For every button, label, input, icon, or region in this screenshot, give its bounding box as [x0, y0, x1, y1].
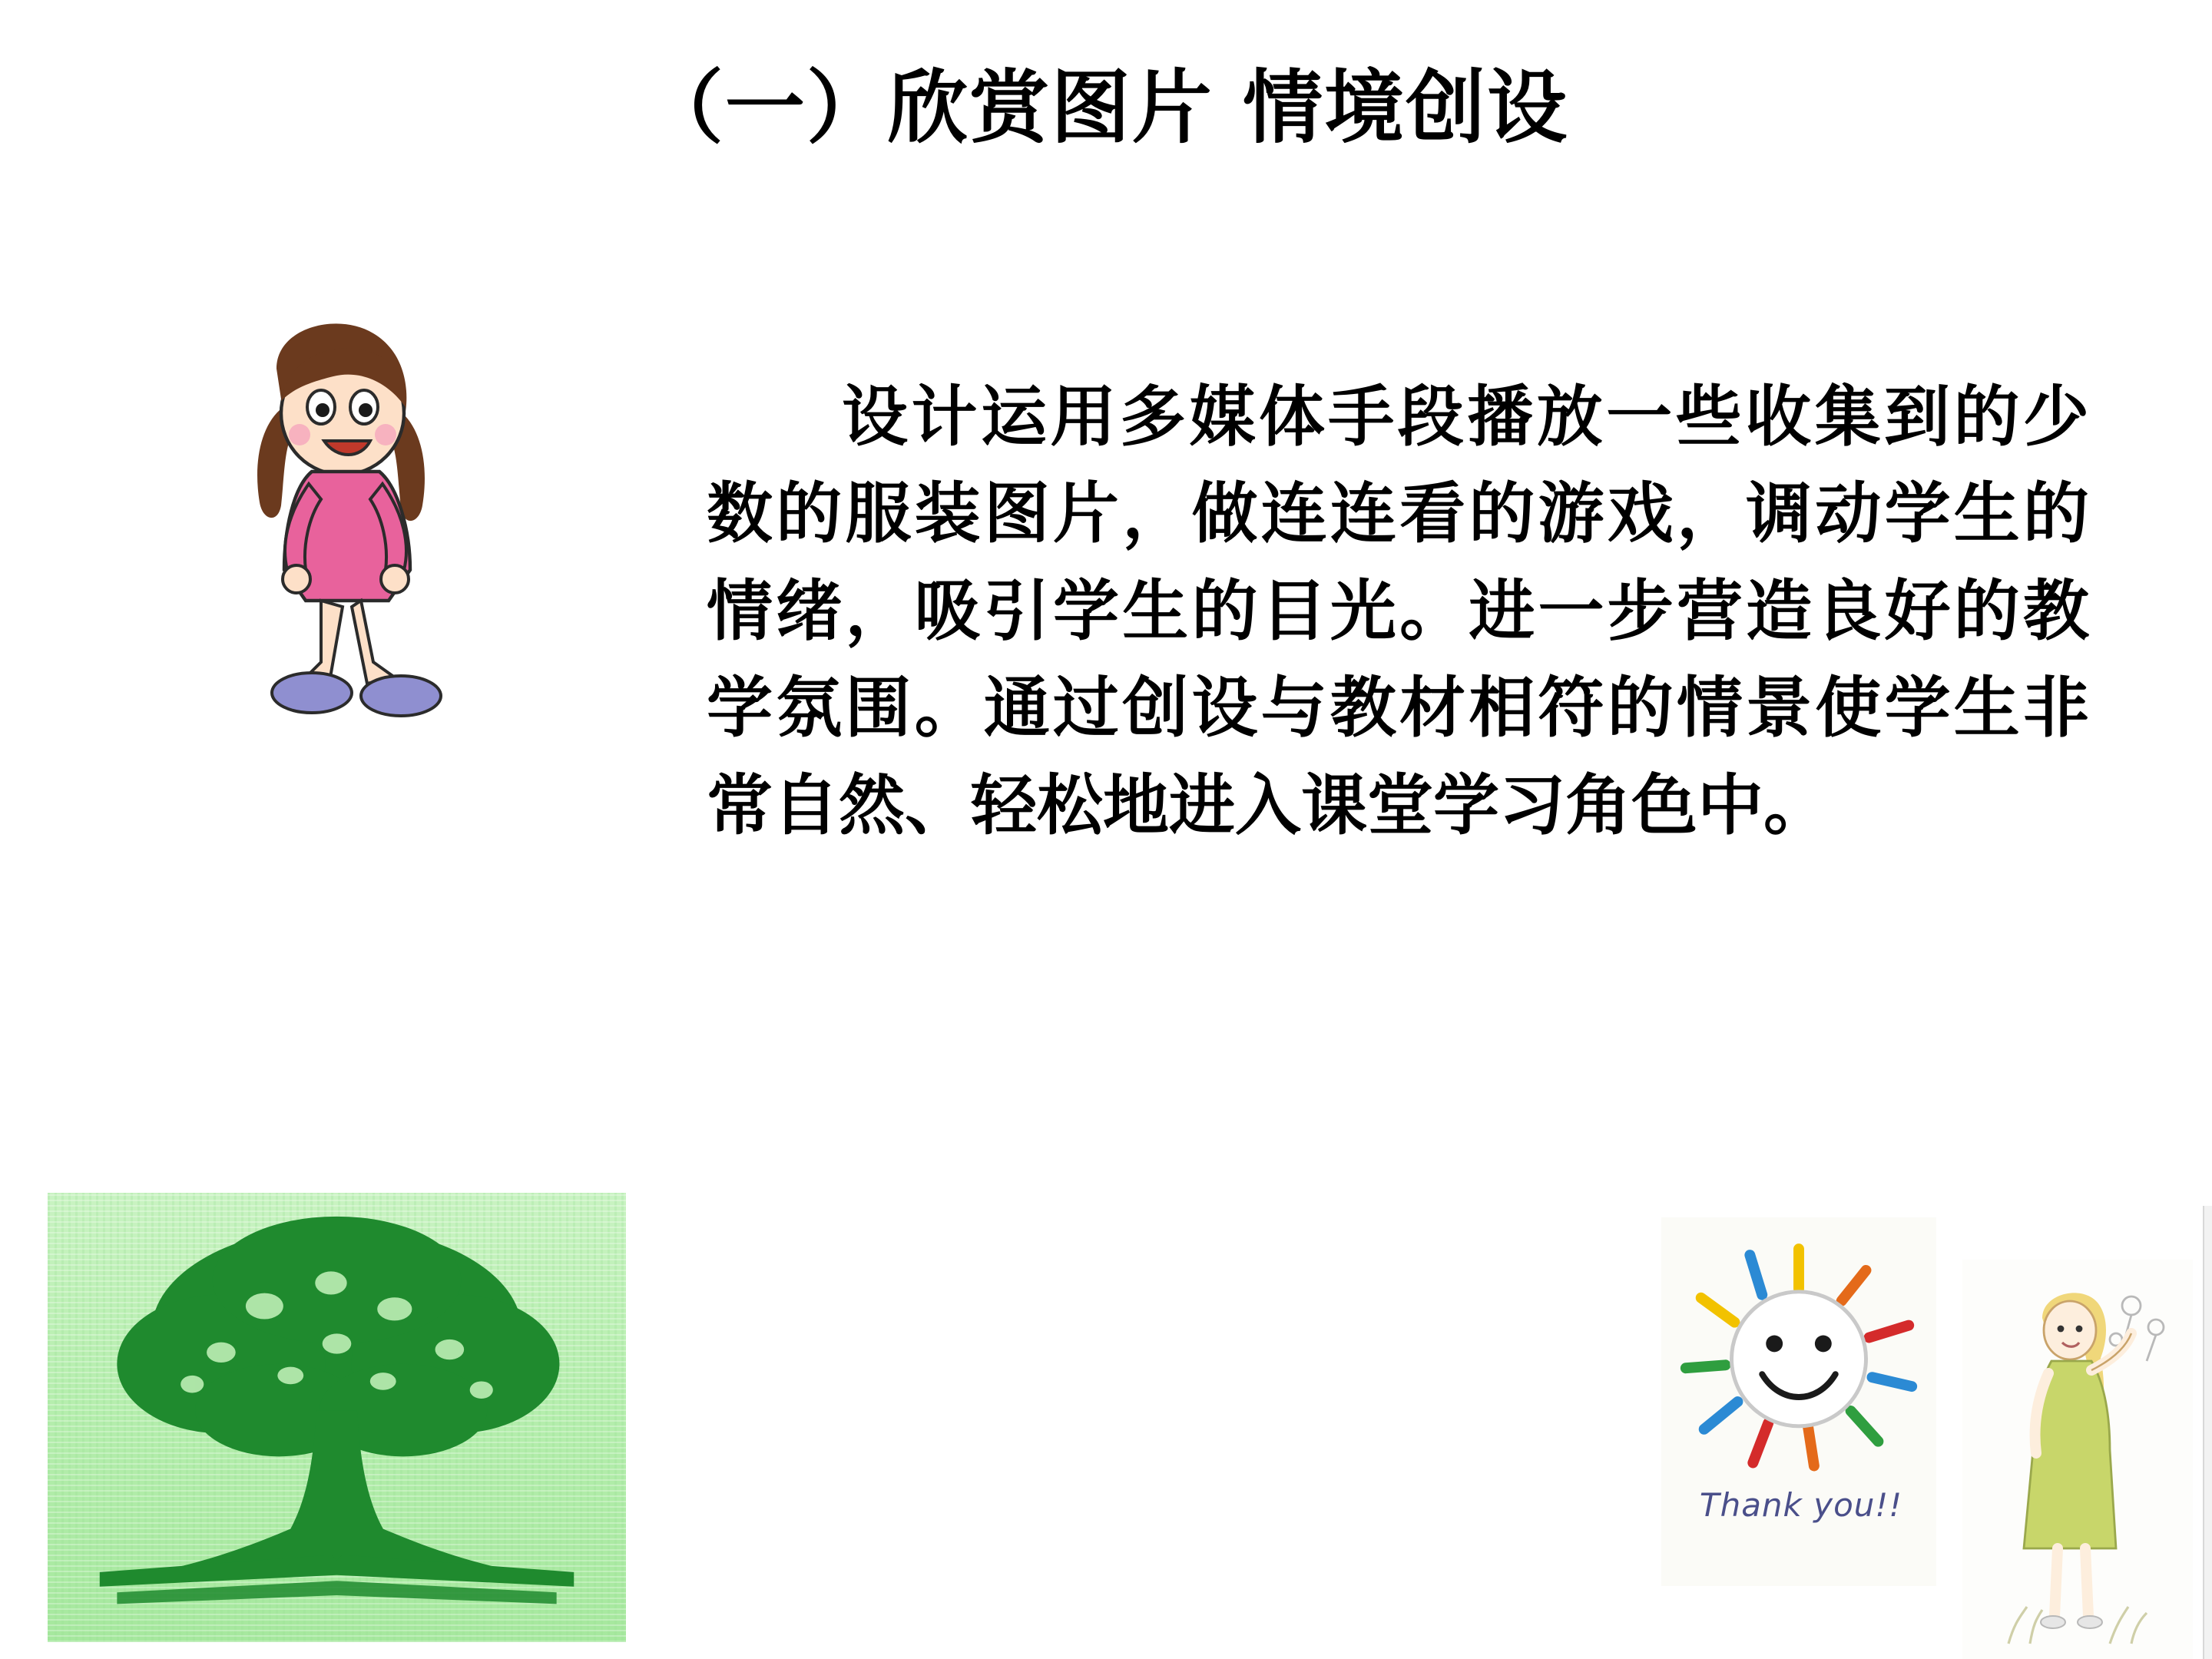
walking-girl-clipart	[192, 300, 499, 760]
page-edge-sliver	[2203, 1206, 2212, 1659]
thank-you-caption: Thank you!!	[1699, 1486, 1903, 1524]
sun-drawing-thank-you	[1661, 1217, 1936, 1586]
page-title: （一）欣赏图片 情境创设	[643, 60, 1569, 154]
girl-with-flowers-sketch	[1962, 1260, 2193, 1659]
tree-on-book-image	[48, 1193, 626, 1642]
body-paragraph: 设计运用多媒体手段播放一些收集到的少数的服装图片，做连连看的游戏，调动学生的情绪，吸引学生的目光。进一步营造良好的教学氛围。通过创设与教材相符的情景使学生非常自然、轻松地进入课堂学习角色中。	[707, 378, 2089, 844]
